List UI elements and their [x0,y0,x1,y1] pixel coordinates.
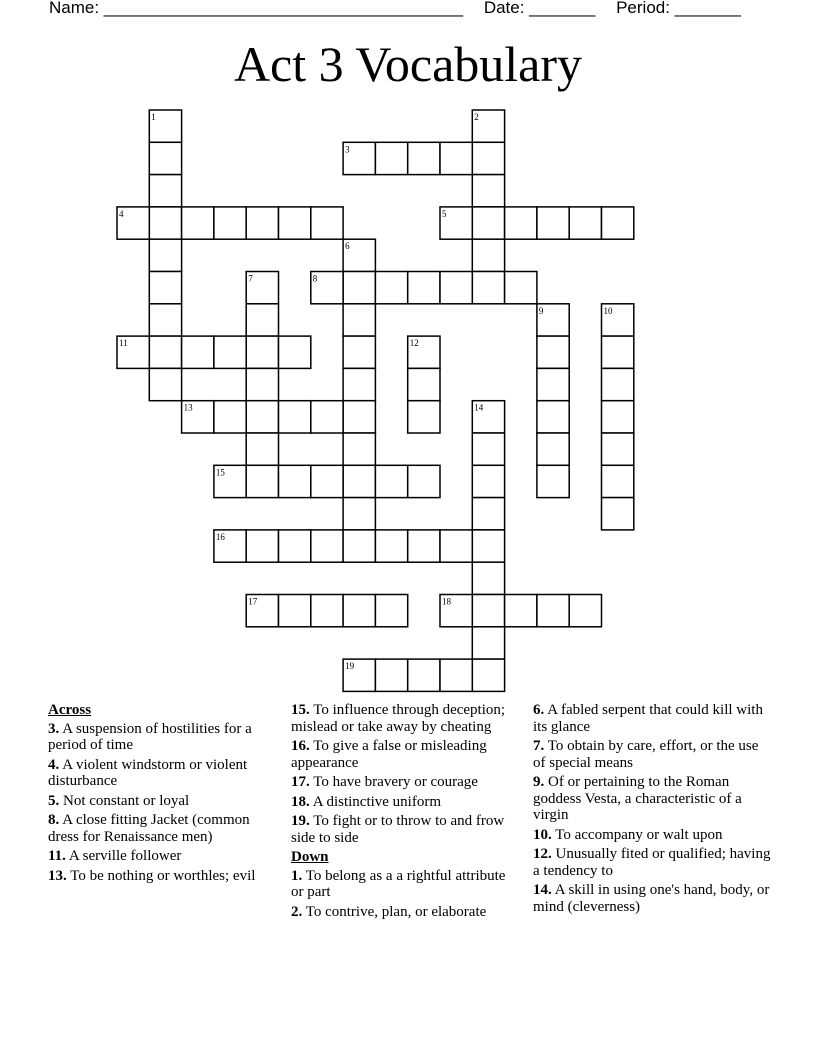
crossword-cell[interactable] [408,659,440,691]
crossword-cell[interactable] [440,530,472,562]
crossword-cell[interactable] [537,595,569,627]
clue-column-2 [291,702,519,923]
clue-item: 12. Unusually fited or qualified; having a tendency to [533,846,771,879]
crossword-cell[interactable] [149,304,181,336]
clue-number-label: 10 [603,305,613,316]
crossword-cell[interactable] [408,530,440,562]
crossword-cell[interactable] [472,207,504,239]
clue-number-label: 16 [215,531,225,542]
crossword-cell[interactable] [343,368,375,400]
crossword-cell[interactable] [505,272,537,304]
crossword-cell[interactable] [537,433,569,465]
crossword-cell[interactable] [343,530,375,562]
crossword-cell[interactable] [472,530,504,562]
crossword-cell[interactable] [214,401,246,433]
crossword-cell[interactable] [246,207,278,239]
clue-number-label: 9 [538,305,544,316]
crossword-cell[interactable] [472,272,504,304]
crossword-cell[interactable] [149,239,181,271]
clue-number-label: 19 [345,661,355,672]
crossword-cell[interactable] [440,659,472,691]
crossword-cell[interactable] [537,207,569,239]
crossword-cell[interactable] [149,336,181,368]
crossword-cell[interactable] [408,368,440,400]
clue-item: 5. Not constant or loyal [48,792,190,809]
crossword-cell[interactable] [602,498,634,530]
crossword-cell[interactable] [408,401,440,433]
crossword-cell[interactable] [537,368,569,400]
crossword-cell[interactable] [505,207,537,239]
crossword-cell[interactable] [440,272,472,304]
crossword-cell[interactable] [343,498,375,530]
crossword-cell[interactable] [343,336,375,368]
clue-number-label: 11 [119,338,128,349]
crossword-cell[interactable] [311,530,343,562]
crossword-cell[interactable] [343,272,375,304]
date-field-label: Date: _______ [483,0,596,17]
crossword-cell[interactable] [149,368,181,400]
crossword-cell[interactable] [343,595,375,627]
crossword-cell[interactable] [311,207,343,239]
crossword-cell[interactable] [246,530,278,562]
crossword-cell[interactable] [375,272,407,304]
clue-item: 6. A fabled serpent that could kill with its glance [533,702,763,735]
clue-item: 18. A distinctive uniform [291,793,442,810]
crossword-cell[interactable] [279,595,311,627]
crossword-cell[interactable] [602,336,634,368]
crossword-cell[interactable] [375,142,407,174]
crossword-cell[interactable] [149,272,181,304]
crossword-cell[interactable] [279,530,311,562]
crossword-cell[interactable] [279,465,311,497]
clue-item: 8. A close fitting Jacket (common dress for Renaissance men) [48,812,250,845]
clue-item: 13. To be nothing or worthles; evil [48,867,256,884]
clue-item: 11. A serville follower [48,848,182,864]
period-field-label: Period: _______ [616,0,741,17]
crossword-cell[interactable] [537,401,569,433]
clue-item: 14. A skill in using one's hand, body, or mind (cleverness) [533,882,770,915]
crossword-cell[interactable] [537,465,569,497]
crossword-cell[interactable] [375,465,407,497]
crossword-cell[interactable] [214,336,246,368]
clue-number-label: 18 [442,596,451,607]
crossword-cell[interactable] [149,175,181,207]
clue-number-label: 2 [474,112,479,122]
crossword-cell[interactable] [343,465,375,497]
crossword-cell[interactable] [182,336,214,368]
crossword-cell[interactable] [472,142,504,174]
crossword-cell[interactable] [246,368,278,400]
clue-number-label: 13 [183,402,193,413]
crossword-cell[interactable] [279,336,311,368]
clue-column-3 [533,702,773,918]
clue-item: 15. To influence through deception; mislead or take away by cheating [291,702,506,735]
clue-item: 3. A suspension of hostilities for a period of time [48,720,252,753]
crossword-cell[interactable] [375,595,407,627]
crossword-cell[interactable] [472,465,504,497]
crossword-cell[interactable] [602,401,634,433]
clue-number-label: 5 [442,208,447,219]
crossword-cell[interactable] [472,498,504,530]
crossword-cell[interactable] [602,465,634,497]
clue-number-label: 15 [215,467,225,478]
clue-number-label: 1 [151,112,156,122]
name-field-label: Name: ______________________________________ [49,0,464,17]
crossword-cell[interactable] [149,142,181,174]
crossword-cell[interactable] [472,239,504,271]
crossword-cell[interactable] [279,401,311,433]
clue-number-label: 14 [474,402,484,413]
crossword-cell[interactable] [472,659,504,691]
crossword-cell[interactable] [246,336,278,368]
crossword-cell[interactable] [505,595,537,627]
clue-item: 1. To belong as a a rightful attribute or part [291,867,506,900]
crossword-cell[interactable] [569,595,601,627]
crossword-cell[interactable] [246,401,278,433]
clue-item: 10. To accompany or walt upon [533,826,723,843]
crossword-cell[interactable] [246,465,278,497]
clue-item: 9. Of or pertaining to the Roman goddess Vesta, a characteristic of a virgin [533,774,742,823]
crossword-cell[interactable] [472,562,504,594]
clue-item: 2. To contrive, plan, or elaborate [291,903,487,920]
clue-item: 19. To fight or to throw to and frow side to side [291,813,505,846]
crossword-cell[interactable] [472,595,504,627]
crossword-cell[interactable] [182,207,214,239]
clue-number-label: 7 [248,273,253,284]
clue-number-label: 6 [345,241,350,252]
crossword-cell[interactable] [343,304,375,336]
clue-item: 16. To give a false or misleading appearance [291,738,487,771]
clue-item: 17. To have bravery or courage [291,774,478,790]
crossword-cell[interactable] [375,530,407,562]
clue-item: 4. A violent windstorm or violent disturbance [48,756,248,789]
across-heading: Across [48,702,92,718]
crossword-cell[interactable] [472,175,504,207]
clue-number-label: 17 [248,596,258,607]
crossword-cell[interactable] [569,207,601,239]
crossword-cell[interactable] [472,627,504,659]
crossword-cell[interactable] [279,207,311,239]
crossword-cell[interactable] [602,433,634,465]
clue-number-label: 8 [312,273,318,284]
crossword-cell[interactable] [440,142,472,174]
crossword-cell[interactable] [472,433,504,465]
clue-number-label: 4 [119,208,124,219]
crossword-cell[interactable] [246,304,278,336]
crossword-cell[interactable] [311,401,343,433]
crossword-cell[interactable] [311,465,343,497]
crossword-cell[interactable] [246,433,278,465]
clue-item: 7. To obtain by care, effort, or the use of special means [533,738,759,771]
crossword-cell[interactable] [375,659,407,691]
crossword-cell[interactable] [343,433,375,465]
crossword-cell[interactable] [311,595,343,627]
clue-number-label: 12 [409,338,419,349]
crossword-cell[interactable] [343,401,375,433]
clue-column-1 [48,702,278,887]
crossword-cell[interactable] [408,142,440,174]
clue-number-label: 3 [345,144,350,155]
crossword-cell[interactable] [408,272,440,304]
crossword-cell[interactable] [537,336,569,368]
crossword-cell[interactable] [602,207,634,239]
crossword-cell[interactable] [149,207,181,239]
crossword-cell[interactable] [602,368,634,400]
down-heading: Down [291,849,329,865]
crossword-cell[interactable] [214,207,246,239]
page-title: Act 3 Vocabulary [233,36,583,92]
crossword-cell[interactable] [408,465,440,497]
